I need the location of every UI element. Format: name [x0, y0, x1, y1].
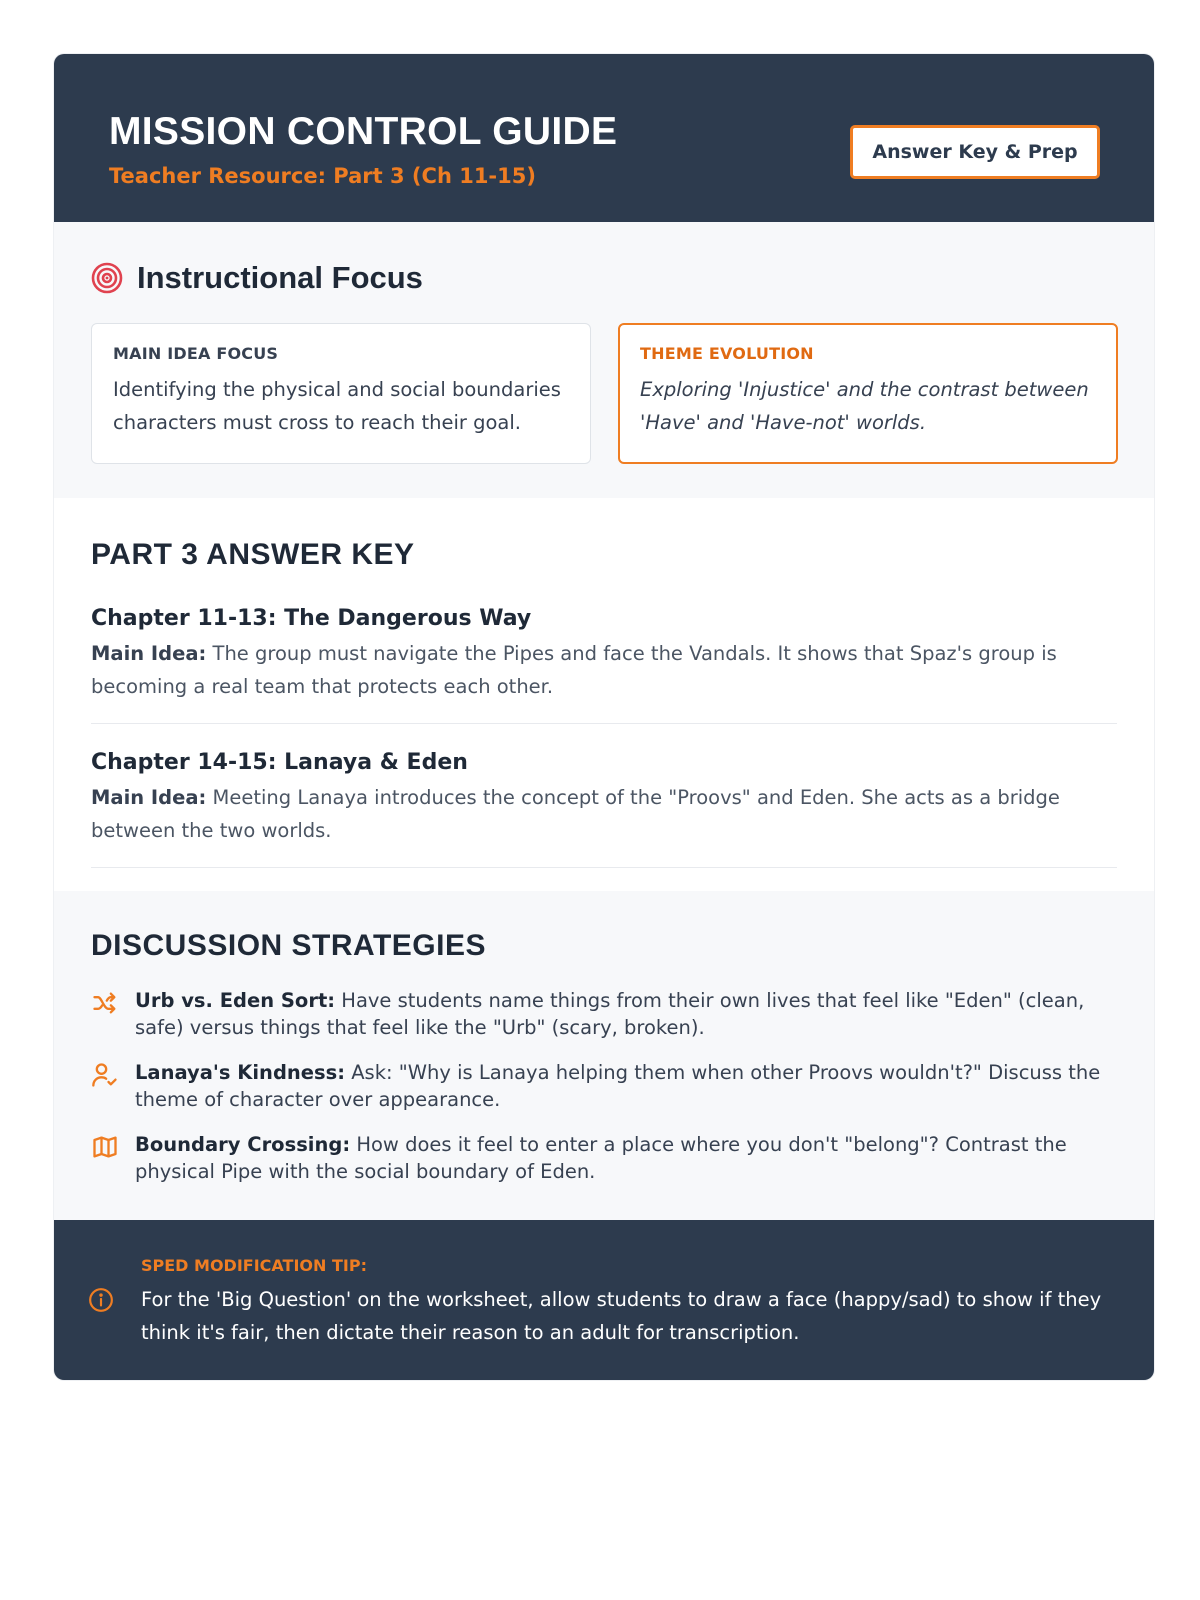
chapter-title: Chapter 11-13: The Dangerous Way: [91, 606, 532, 631]
answer-key-section: [54, 498, 1154, 891]
strategy-item: [91, 987, 1117, 1041]
discussion-heading: DISCUSSION STRATEGIES: [91, 929, 486, 962]
strategy-label: Lanaya's Kindness:: [135, 1061, 346, 1084]
strategy-label: Urb vs. Eden Sort:: [135, 989, 336, 1012]
tip-title: SPED MODIFICATION TIP:: [141, 1256, 367, 1275]
target-icon: [91, 262, 123, 294]
strategy-text: [135, 1059, 1117, 1113]
chapter-title: Chapter 14-15: Lanaya & Eden: [91, 750, 468, 775]
main-idea-label: Main Idea:: [91, 786, 207, 809]
tip-body: For the 'Big Question' on the worksheet, allow students to draw a face (happy/sad) to show if they think it's fair, then dictate their reason to an adult for transcription.: [141, 1288, 1102, 1344]
card-body: Exploring 'Injustice' and the contrast between 'Have' and 'Have-not' worlds.: [640, 378, 1089, 434]
sped-tip-banner: [54, 1220, 1154, 1380]
page-title: MISSION CONTROL GUIDE: [109, 110, 618, 153]
main-idea-text: The group must navigate the Pipes and face the Vandals. It shows that Spaz's group is becoming a real team that protects each other.: [91, 642, 1057, 698]
strategy-item: [91, 1059, 1117, 1113]
chapter-entry: [91, 750, 1117, 868]
shuffle-icon: [91, 989, 119, 1017]
main-idea-focus-card: [91, 323, 591, 464]
card-body: Identifying the physical and social boundaries characters must cross to reach their goal.: [113, 378, 561, 434]
strategy-item: [91, 1131, 1117, 1185]
map-icon: [91, 1133, 119, 1161]
card-title: MAIN IDEA FOCUS: [113, 344, 279, 363]
guide-card: [54, 54, 1154, 1380]
discussion-strategies-section: [54, 891, 1154, 1220]
main-idea-text: Meeting Lanaya introduces the concept of the "Proovs" and Eden. She acts as a bridge between the two worlds.: [91, 786, 1060, 842]
user-check-icon: [91, 1061, 119, 1089]
chapter-main-idea: [91, 781, 1117, 847]
instructional-focus-heading: [91, 260, 423, 296]
info-icon: [88, 1287, 114, 1313]
section-heading: Instructional Focus: [137, 260, 423, 295]
chapter-entry: [91, 606, 1117, 724]
strategy-description: How does it feel to enter a place where you don't "belong"? Contrast the physical Pipe with the social boundary of Eden.: [135, 1133, 1067, 1183]
strategy-text: [135, 1131, 1117, 1185]
strategy-text: [135, 987, 1117, 1041]
answer-key-heading: PART 3 ANSWER KEY: [91, 538, 415, 571]
header-banner: [54, 54, 1154, 222]
page-subtitle: Teacher Resource: Part 3 (Ch 11-15): [109, 164, 536, 188]
strategy-description: Ask: "Why is Lanaya helping them when other Proovs wouldn't?" Discuss the theme of character over appearance.: [135, 1061, 1101, 1111]
answer-key-prep-button[interactable]: Answer Key & Prep: [850, 125, 1100, 179]
strategy-label: Boundary Crossing:: [135, 1133, 351, 1156]
chapter-main-idea: [91, 637, 1117, 703]
card-title: THEME EVOLUTION: [640, 344, 814, 363]
theme-evolution-card: [618, 323, 1118, 464]
main-idea-label: Main Idea:: [91, 642, 207, 665]
strategy-description: Have students name things from their own lives that feel like "Eden" (clean, safe) versus things that feel like the "Urb" (scary, broken).: [135, 989, 1085, 1039]
instructional-focus-section: [54, 222, 1154, 498]
